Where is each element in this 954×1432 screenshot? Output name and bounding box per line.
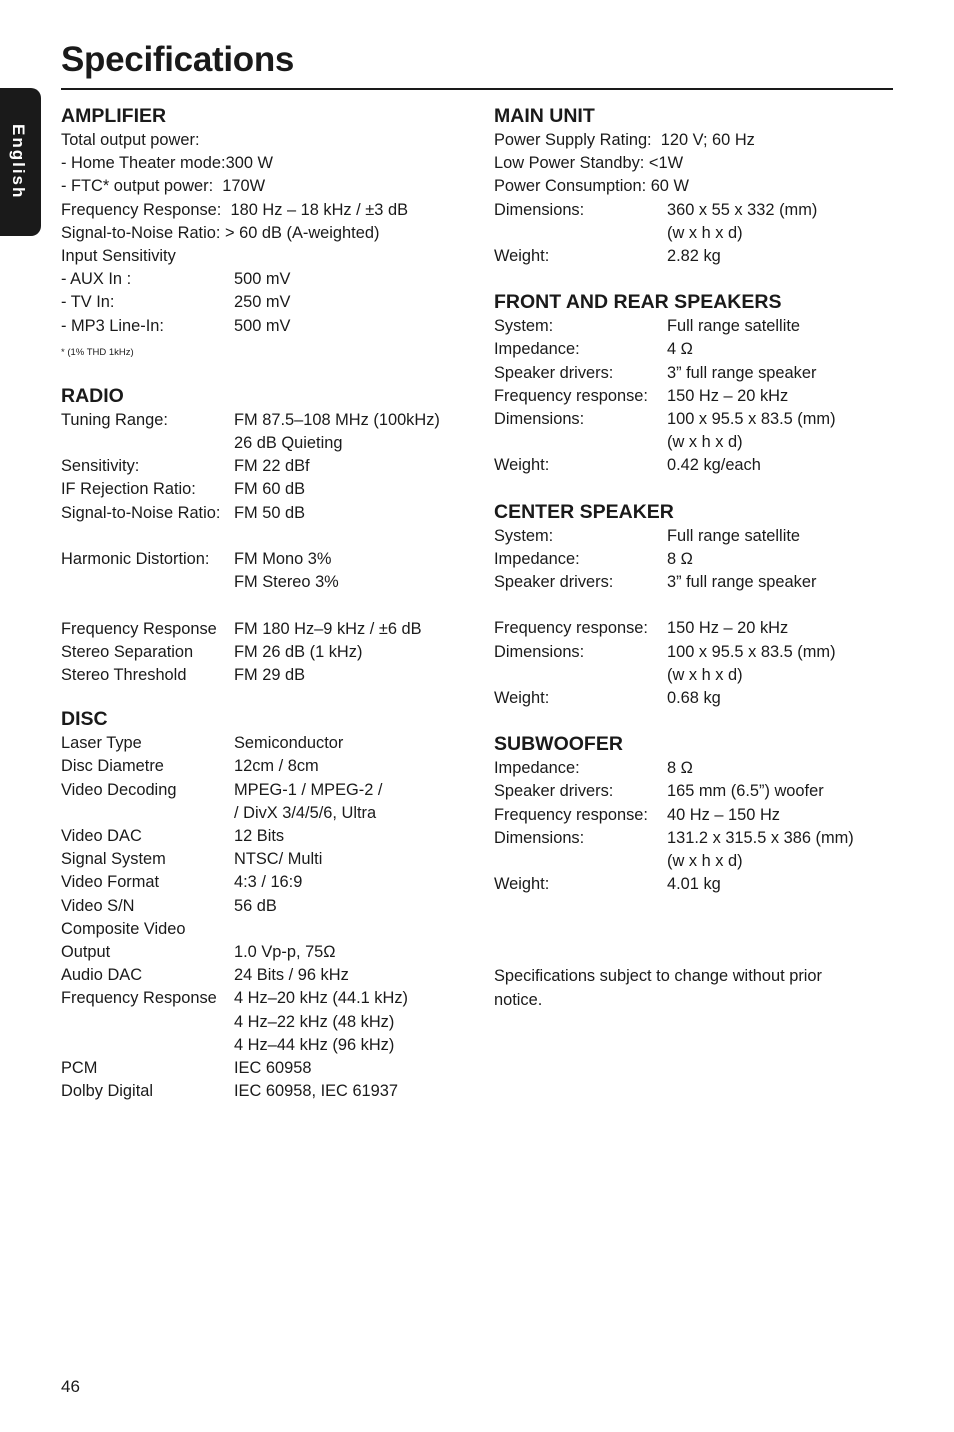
spec-value: 360 x 55 x 332 (mm) xyxy=(667,200,818,219)
section-title: SUBWOOFER xyxy=(494,733,623,756)
spec-value: 500 mV xyxy=(234,316,291,335)
spec-label xyxy=(61,571,234,594)
spec-label: Impedance: xyxy=(494,340,580,359)
spec-row xyxy=(61,732,471,755)
spec-row xyxy=(494,687,894,710)
language-tab-label: English xyxy=(9,124,28,200)
main-unit-section xyxy=(494,103,894,268)
spec-label xyxy=(61,802,234,825)
spec-label: Speaker drivers: xyxy=(494,363,614,382)
spec-label: Composite Video xyxy=(61,919,186,938)
page-title: Specifications xyxy=(61,40,295,79)
spec-value: 100 x 95.5 x 83.5 (mm) xyxy=(667,410,836,429)
spec-value: FM 22 dBf xyxy=(234,457,310,476)
spec-row xyxy=(494,850,894,873)
spec-row xyxy=(494,664,894,687)
spec-value: 0.68 kg xyxy=(667,689,721,708)
spec-row xyxy=(61,618,471,641)
spec-label: Stereo Separation xyxy=(61,642,194,661)
spec-label: Total output power: xyxy=(61,131,200,149)
spec-label: System: xyxy=(494,526,554,545)
spec-label: Output xyxy=(61,943,111,962)
spec-label: Frequency Response xyxy=(61,619,217,638)
spec-value: 40 Hz – 150 Hz xyxy=(667,805,780,824)
spec-row xyxy=(61,941,471,964)
spec-value: 4 Hz–20 kHz (44.1 kHz) xyxy=(234,989,408,1008)
amplifier-section xyxy=(61,103,471,362)
spec-row xyxy=(61,755,471,778)
spec-value: 250 mV xyxy=(234,293,291,312)
spec-row xyxy=(61,199,471,222)
spec-row xyxy=(494,362,894,385)
spec-row xyxy=(494,222,894,245)
spec-row xyxy=(61,848,471,871)
spec-row xyxy=(494,594,894,617)
spec-value: FM Stereo 3% xyxy=(234,573,339,592)
spec-label: Weight: xyxy=(494,247,550,266)
spec-value: FM 26 dB (1 kHz) xyxy=(234,642,363,661)
spec-label: Video S/N xyxy=(61,896,135,915)
section-title: AMPLIFIER xyxy=(61,105,167,127)
spec-label xyxy=(61,1011,234,1034)
spec-value: (w x h x d) xyxy=(667,223,743,242)
spec-row xyxy=(494,175,894,198)
spec-row xyxy=(494,431,894,454)
spec-row xyxy=(494,780,894,803)
spec-row xyxy=(494,525,894,548)
spec-label: Disc Diametre xyxy=(61,757,164,776)
spec-row xyxy=(494,548,894,571)
section-title: DISC xyxy=(61,708,108,731)
spec-row xyxy=(61,409,471,432)
footnote: * (1% THD 1kHz) xyxy=(61,346,134,358)
spec-value: 12 Bits xyxy=(234,827,285,846)
spec-value: 8 Ω xyxy=(667,759,693,778)
spec-value: (w x h x d) xyxy=(667,665,743,684)
spec-label: Frequency response: xyxy=(494,619,648,638)
spec-label: Power Supply Rating: 120 V; 60 Hz xyxy=(494,131,755,149)
spec-label: System: xyxy=(494,317,554,336)
spec-label xyxy=(494,850,667,873)
spec-value: Full range satellite xyxy=(667,526,801,545)
spec-value: 131.2 x 315.5 x 386 (mm) xyxy=(667,828,854,847)
spec-row xyxy=(494,199,894,222)
spec-row xyxy=(61,268,471,291)
disclaimer-note: Specifications subject to change without prior notice. xyxy=(494,967,822,1009)
spec-value: FM 50 dB xyxy=(234,503,306,522)
spec-row xyxy=(61,291,471,314)
spec-label xyxy=(494,431,667,454)
spec-value: IEC 60958 xyxy=(234,1059,312,1078)
spec-row xyxy=(494,617,894,640)
spec-label: Laser Type xyxy=(61,734,142,753)
spec-label: Weight: xyxy=(494,689,550,708)
spec-value: FM 60 dB xyxy=(234,480,306,499)
spec-value: 8 Ω xyxy=(667,549,693,568)
spec-row xyxy=(494,408,894,431)
spec-label: Impedance: xyxy=(494,759,580,778)
spec-label: Weight: xyxy=(494,456,550,475)
spec-label: Speaker drivers: xyxy=(494,573,614,592)
spec-value: 56 dB xyxy=(234,896,277,915)
spec-label: Sensitivity: xyxy=(61,457,140,476)
spec-value: 12cm / 8cm xyxy=(234,757,319,776)
spec-value: 4 Hz–44 kHz (96 kHz) xyxy=(234,1035,395,1054)
spec-value: 24 Bits / 96 kHz xyxy=(234,966,349,985)
spec-row xyxy=(494,804,894,827)
spec-row xyxy=(61,548,471,571)
subwoofer-section xyxy=(494,731,894,896)
spec-label: - FTC* output power: 170W xyxy=(61,177,266,196)
spec-row xyxy=(494,571,894,594)
spec-value: FM 180 Hz–9 kHz / ±6 dB xyxy=(234,619,422,638)
spec-row xyxy=(494,873,894,896)
spec-value: 4.01 kg xyxy=(667,875,721,894)
spec-label: - Home Theater mode:300 W xyxy=(61,154,273,173)
spec-label: IF Rejection Ratio: xyxy=(61,480,196,499)
spec-value: 150 Hz – 20 kHz xyxy=(667,619,789,638)
spec-value: 1.0 Vp-p, 75Ω xyxy=(234,943,336,962)
spec-label: PCM xyxy=(61,1059,98,1078)
spec-row xyxy=(61,175,471,198)
spec-value: FM 29 dB xyxy=(234,666,306,685)
spec-label xyxy=(494,664,667,687)
spec-label: Signal System xyxy=(61,850,166,869)
spec-label: Signal-to-Noise Ratio: > 60 dB (A-weighted) xyxy=(61,223,380,242)
spec-row xyxy=(61,641,471,664)
spec-row xyxy=(61,594,471,617)
spec-row xyxy=(61,779,471,802)
spec-label: Frequency response: xyxy=(494,386,648,405)
spec-row xyxy=(494,385,894,408)
spec-row xyxy=(61,1057,471,1080)
spec-value: / DivX 3/4/5/6, Ultra xyxy=(234,803,377,822)
spec-value: (w x h x d) xyxy=(667,433,743,452)
spec-value: Semiconductor xyxy=(234,734,344,753)
spec-row xyxy=(61,964,471,987)
center-speaker-section xyxy=(494,499,894,711)
spec-row xyxy=(61,432,471,455)
spec-row xyxy=(61,987,471,1010)
spec-row xyxy=(61,152,471,175)
spec-row xyxy=(61,129,471,152)
spec-row xyxy=(61,1080,471,1103)
spec-label: - TV In: xyxy=(61,293,115,312)
spec-label: Dimensions: xyxy=(494,410,585,429)
spec-row xyxy=(61,315,471,338)
spec-row xyxy=(494,641,894,664)
spec-value: MPEG-1 / MPEG-2 / xyxy=(234,780,383,799)
spec-label: Video Decoding xyxy=(61,780,177,799)
spec-label: Signal-to-Noise Ratio: xyxy=(61,503,221,522)
spec-value: IEC 60958, IEC 61937 xyxy=(234,1082,399,1101)
spec-value: 150 Hz – 20 kHz xyxy=(667,386,789,405)
spec-value: 165 mm (6.5”) woofer xyxy=(667,782,824,801)
spec-label: Frequency Response xyxy=(61,989,217,1008)
spec-row xyxy=(61,802,471,825)
spec-row xyxy=(494,827,894,850)
section-title: CENTER SPEAKER xyxy=(494,500,674,523)
spec-label: Frequency Response: 180 Hz – 18 kHz / ±3 dB xyxy=(61,200,409,219)
title-rule xyxy=(61,88,893,90)
spec-value: FM 87.5–108 MHz (100kHz) xyxy=(234,410,440,429)
spec-label: Impedance: xyxy=(494,549,580,568)
spec-row xyxy=(494,152,894,175)
spec-value: 500 mV xyxy=(234,270,291,289)
spec-row xyxy=(61,571,471,594)
page-number: 46 xyxy=(61,1377,80,1396)
spec-row xyxy=(61,895,471,918)
spec-label: Tuning Range: xyxy=(61,410,168,429)
spec-row xyxy=(494,129,894,152)
spec-label: Low Power Standby: <1W xyxy=(494,154,684,173)
spec-label: Dimensions: xyxy=(494,642,585,661)
spec-value: 100 x 95.5 x 83.5 (mm) xyxy=(667,642,836,661)
spec-label: Stereo Threshold xyxy=(61,666,187,685)
spec-value: 4:3 / 16:9 xyxy=(234,873,303,892)
disc-section xyxy=(61,706,471,1103)
spec-row xyxy=(61,871,471,894)
spec-label xyxy=(61,432,234,455)
spec-row xyxy=(61,825,471,848)
spec-label: Dimensions: xyxy=(494,200,585,219)
spec-label: Weight: xyxy=(494,875,550,894)
spec-label: Video DAC xyxy=(61,827,142,846)
spec-row xyxy=(61,1011,471,1034)
spec-value: 4 Hz–22 kHz (48 kHz) xyxy=(234,1012,395,1031)
spec-value: 3” full range speaker xyxy=(667,573,817,592)
spec-row xyxy=(494,245,894,268)
spec-label: Power Consumption: 60 W xyxy=(494,177,689,196)
spec-label: - MP3 Line-In: xyxy=(61,316,164,335)
right-column xyxy=(494,103,894,1012)
spec-label: Frequency response: xyxy=(494,805,648,824)
spec-value: Full range satellite xyxy=(667,317,801,336)
spec-row xyxy=(494,338,894,361)
spec-row xyxy=(61,222,471,245)
language-tab xyxy=(0,88,41,236)
spec-label: - AUX In : xyxy=(61,270,132,289)
spec-value: (w x h x d) xyxy=(667,852,743,871)
spec-label xyxy=(61,1034,234,1057)
section-title: MAIN UNIT xyxy=(494,105,595,127)
spec-label xyxy=(494,222,667,245)
spec-label: Dolby Digital xyxy=(61,1082,154,1101)
spec-row xyxy=(61,245,471,268)
spec-label: Input Sensitivity xyxy=(61,247,176,266)
spec-value: 4 Ω xyxy=(667,340,693,359)
spec-row xyxy=(494,454,894,477)
spec-row xyxy=(61,525,471,548)
spec-value: 2.82 kg xyxy=(667,247,721,266)
spec-row xyxy=(61,502,471,525)
spec-label: Dimensions: xyxy=(494,828,585,847)
spec-value: 26 dB Quieting xyxy=(234,434,343,453)
section-title: FRONT AND REAR SPEAKERS xyxy=(494,291,782,314)
radio-section xyxy=(61,383,471,687)
spec-value: NTSC/ Multi xyxy=(234,850,323,869)
spec-label: Audio DAC xyxy=(61,966,143,985)
spec-row xyxy=(61,478,471,501)
spec-value: FM Mono 3% xyxy=(234,550,332,569)
left-column xyxy=(61,103,471,1103)
spec-value: 0.42 kg/each xyxy=(667,456,761,475)
spec-label: Video Format xyxy=(61,873,160,892)
front-rear-speakers-section xyxy=(494,289,894,477)
spec-row xyxy=(494,315,894,338)
spec-label: Speaker drivers: xyxy=(494,782,614,801)
spec-row xyxy=(61,918,471,941)
section-title: RADIO xyxy=(61,384,124,407)
spec-row xyxy=(61,1034,471,1057)
spec-row xyxy=(61,664,471,687)
spec-value: 3” full range speaker xyxy=(667,363,817,382)
spec-row xyxy=(61,455,471,478)
spec-label: Harmonic Distortion: xyxy=(61,550,210,569)
spec-row xyxy=(494,757,894,780)
